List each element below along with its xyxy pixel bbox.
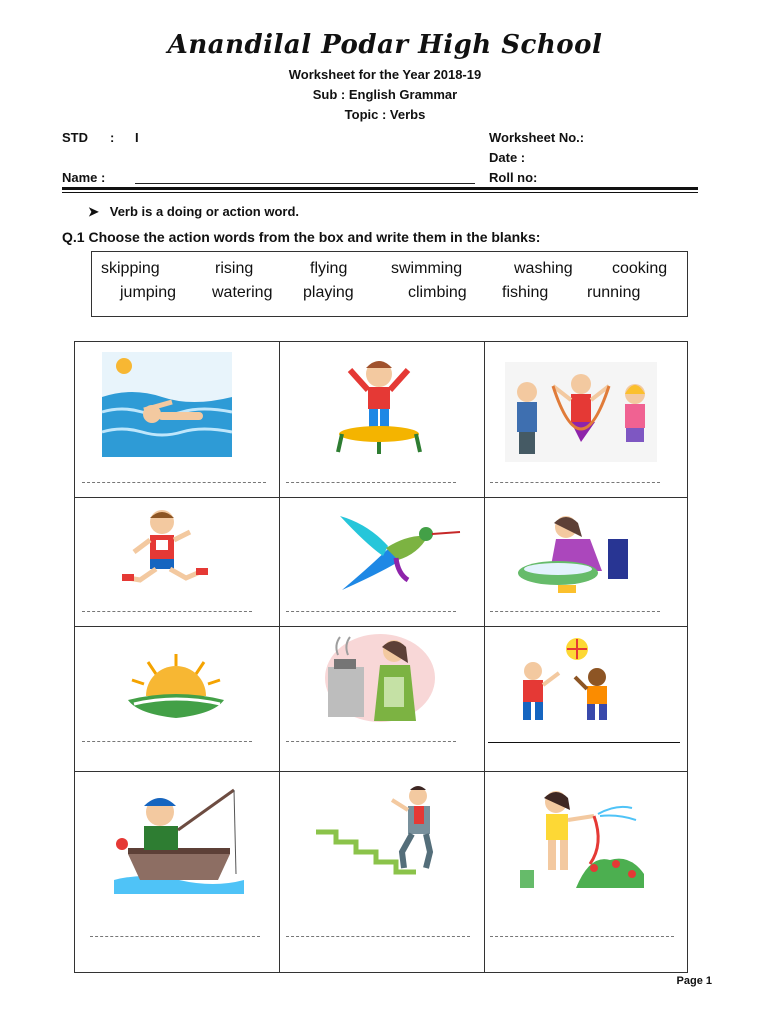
word-box-item: playing xyxy=(303,284,354,301)
grid-divider xyxy=(484,341,485,972)
word-box-item: rising xyxy=(215,260,254,277)
grid-divider xyxy=(74,771,687,772)
arrow-bullet-icon: ➤ xyxy=(88,204,99,219)
answer-blank[interactable] xyxy=(82,482,266,483)
verb-definition-text: Verb is a doing or action word. xyxy=(109,204,299,219)
grid-divider xyxy=(74,497,687,498)
std-label: STD xyxy=(62,130,88,145)
grid-divider xyxy=(279,341,280,972)
answer-blank[interactable] xyxy=(286,936,470,937)
answer-blank[interactable] xyxy=(488,742,680,743)
flying-picture xyxy=(338,514,460,592)
header-divider-thick xyxy=(62,187,698,190)
word-box-item: jumping xyxy=(120,284,177,301)
header-divider-thin xyxy=(62,192,698,193)
std-value: I xyxy=(135,130,139,145)
answer-blank[interactable] xyxy=(286,741,456,742)
answer-blank[interactable] xyxy=(286,611,456,612)
word-box-item: washing xyxy=(514,260,573,277)
fishing-picture xyxy=(114,784,244,894)
verb-definition xyxy=(88,204,299,220)
answer-blank[interactable] xyxy=(90,936,260,937)
answer-blank[interactable] xyxy=(286,482,456,483)
answer-blank[interactable] xyxy=(490,611,660,612)
worksheet-year: Worksheet for the Year 2018-19 xyxy=(288,67,482,82)
school-title: Anandilal Podar High School xyxy=(167,30,603,60)
jumping-picture xyxy=(328,352,430,460)
page-number: Page 1 xyxy=(676,975,712,987)
worksheet-no-label: Worksheet No.: xyxy=(489,130,585,145)
watering-picture xyxy=(520,784,644,892)
word-box-item: skipping xyxy=(101,260,160,277)
answer-blank[interactable] xyxy=(490,482,660,483)
subject-line: Sub : English Grammar xyxy=(312,87,458,102)
date-label: Date : xyxy=(489,150,526,165)
skipping-picture xyxy=(505,362,657,462)
roll-no-label: Roll no: xyxy=(489,170,538,185)
cooking-picture xyxy=(324,633,436,723)
topic-line: Topic : Verbs xyxy=(344,107,426,122)
word-box-item: flying xyxy=(310,260,348,277)
question-1: Q.1 Choose the action words from the box and write them in the blanks: xyxy=(62,229,541,245)
word-box-item: swimming xyxy=(391,260,463,277)
answer-blank[interactable] xyxy=(490,936,674,937)
word-box-item: fishing xyxy=(502,284,549,301)
word-box-item: climbing xyxy=(408,284,467,301)
answer-blank[interactable] xyxy=(82,611,252,612)
word-box-item: cooking xyxy=(612,260,668,277)
grid-divider xyxy=(74,626,687,627)
name-blank[interactable] xyxy=(135,183,475,184)
rising-picture xyxy=(124,652,228,722)
washing-picture xyxy=(510,511,632,597)
std-colon: : xyxy=(110,130,115,145)
name-label: Name : xyxy=(62,170,106,185)
playing-picture xyxy=(505,637,623,725)
swimming-picture xyxy=(102,352,232,457)
word-box-item: watering xyxy=(212,284,273,301)
answer-blank[interactable] xyxy=(82,741,252,742)
climbing-picture xyxy=(314,782,440,876)
word-box-item: running xyxy=(587,284,641,301)
running-picture xyxy=(120,508,210,590)
